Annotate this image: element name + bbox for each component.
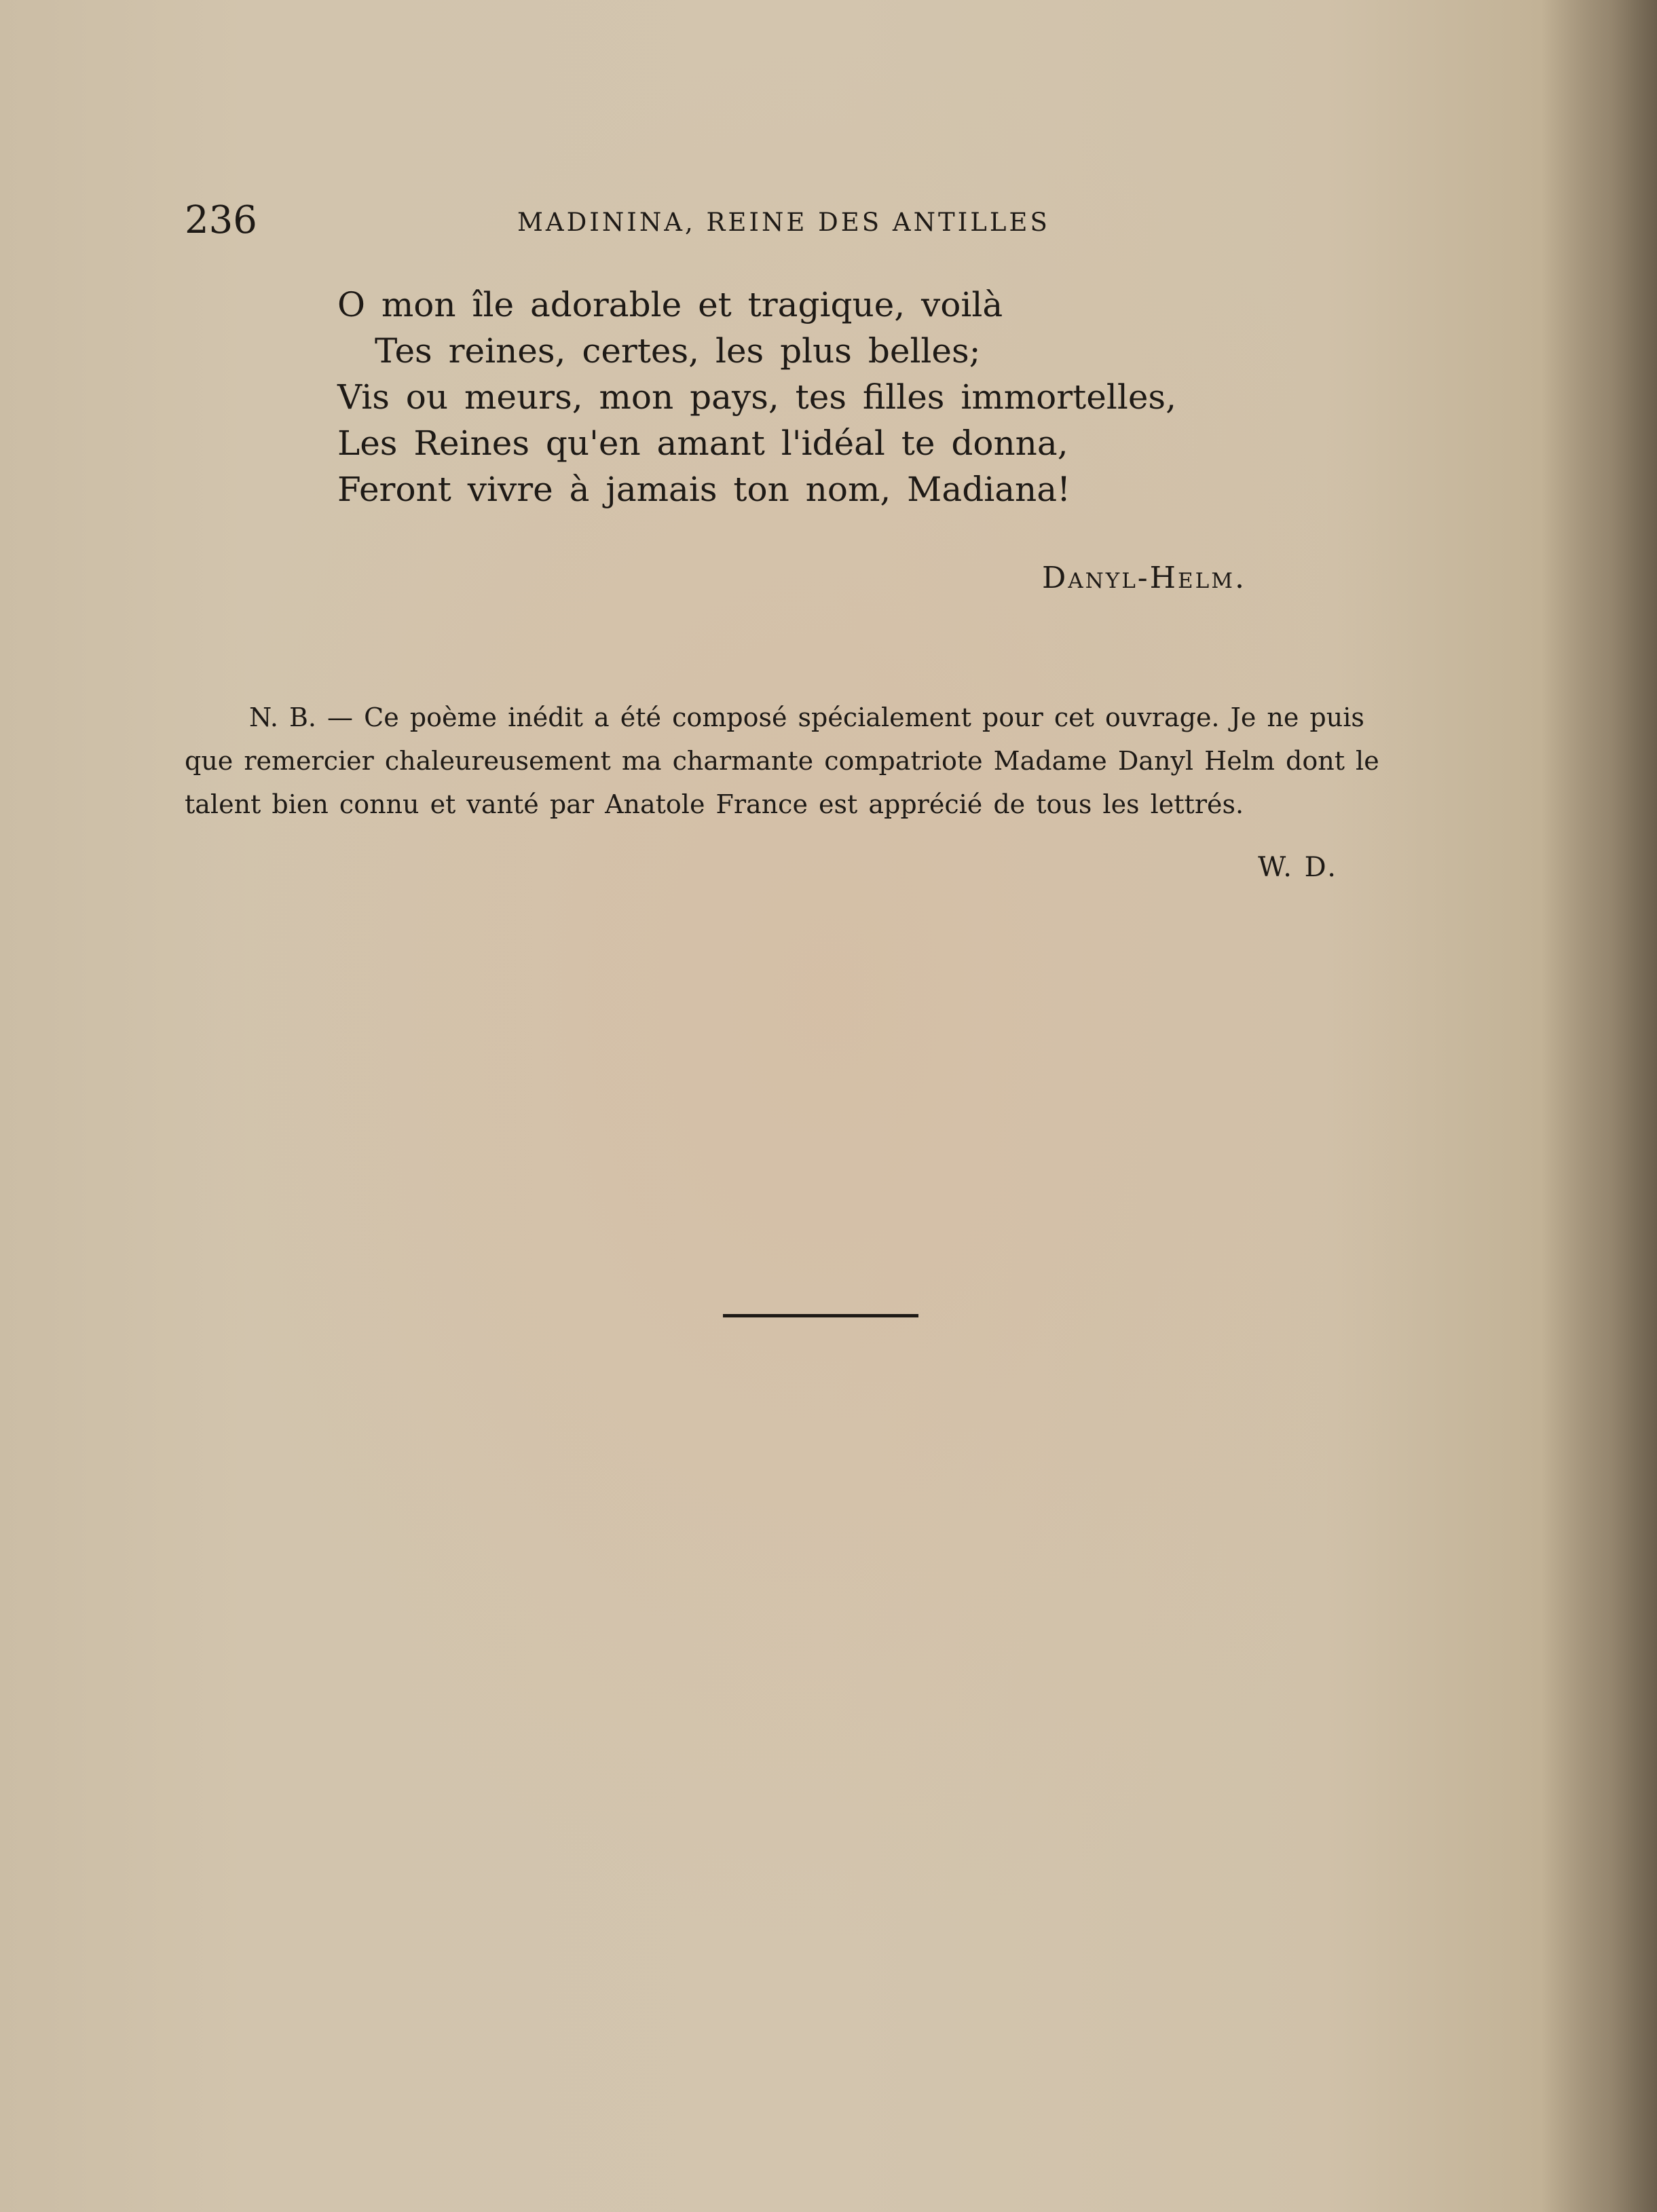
- note-line: que remercier chaleureusement ma charmante compatriote Madame Danyl Helm dont le: [185, 746, 1379, 776]
- page-header: [185, 193, 1115, 248]
- poem-line: O mon île adorable et tragique, voilà: [337, 285, 1003, 324]
- poem-stanza: [337, 282, 1220, 512]
- page-edge-shadow: [1542, 0, 1657, 2212]
- poem-line: Feront vivre à jamais ton nom, Madiana!: [337, 470, 1071, 509]
- poem-signature: Danyl-Helm.: [1041, 561, 1246, 595]
- poem-line: Les Reines qu'en amant l'idéal te donna,: [337, 424, 1068, 463]
- note-line: N. B. — Ce poème inédit a été composé spécialement pour cet ouvrage. Je ne puis: [249, 702, 1364, 732]
- running-title: MADININA, REINE DES ANTILLES: [517, 208, 1050, 237]
- poem-line: Vis ou meurs, mon pays, tes filles immortelles,: [337, 377, 1176, 417]
- page-number: 236: [185, 198, 257, 242]
- note-initials: W. D.: [1258, 852, 1338, 883]
- note-line: talent bien connu et vanté par Anatole France est apprécié de tous les lettrés.: [185, 789, 1244, 819]
- editor-note: [185, 696, 1440, 826]
- poem-line: Tes reines, certes, les plus belles;: [375, 331, 981, 371]
- end-rule: [723, 1314, 918, 1317]
